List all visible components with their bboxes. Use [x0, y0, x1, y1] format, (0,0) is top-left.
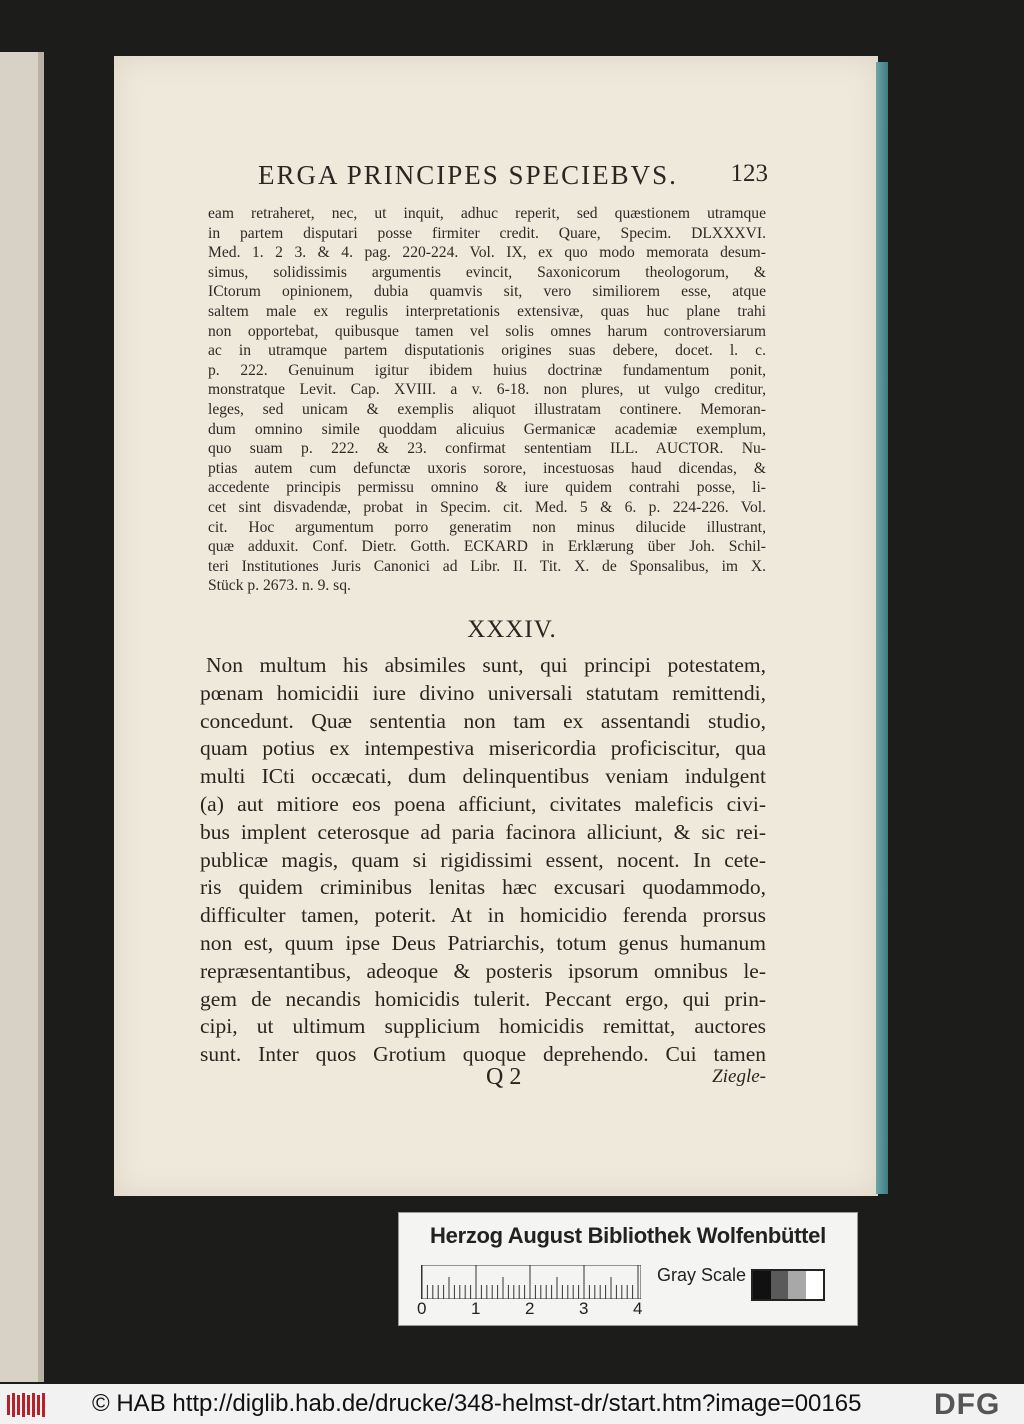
page-number: 123: [730, 160, 768, 187]
body-line: (a) aut mitiore eos poena afficiunt, civitates maleficis civi-: [200, 791, 766, 816]
body-line: sunt. Inter quos Grotium quoque deprehendo. Cui tamen: [200, 1042, 766, 1067]
gray-swatch-step: [806, 1271, 824, 1299]
body-line: non est, quum ipse Deus Patriarchis, totum genus humanum: [200, 930, 766, 955]
body-line: multi ICti occæcati, dum delinquentibus veniam indulgent: [200, 764, 766, 789]
note-line: ICtorum opinionem, dubia quamvis sit, vero similiorem esse, atque: [208, 283, 766, 301]
footnote-continuation: [208, 204, 766, 596]
note-line: ptias autem cum defunctæ uxoris sorore, incestuosas haud dicendas, &: [208, 459, 766, 477]
body-line: cipi, ut ultimum supplicium homicidis remittat, auctores: [200, 1014, 766, 1039]
body-line: gem de necandis homicidis tulerit. Peccant ergo, qui prin-: [200, 986, 766, 1011]
body-line: Non multum his absimiles sunt, qui principi potestatem,: [206, 653, 766, 677]
hab-logo-icon: [6, 1392, 46, 1418]
note-line: simus, solidissimis argumentis evincit, Saxonicorum theologorum, &: [208, 263, 766, 281]
body-line: ris quidem criminibus lenitas hæc excusari quodammodo,: [200, 875, 766, 900]
note-line: accedente principis permissu omnino & iure quidem contrahi posse, li-: [208, 479, 766, 497]
gray-swatch-step: [788, 1271, 806, 1299]
note-line: Med. 1. 2 3. & 4. pag. 220-224. Vol. IX, ex quo modo memorata desum-: [208, 244, 766, 262]
note-line: quo suam p. 222. & 23. confirmat sententiam ILL. AUCTOR. Nu-: [208, 440, 766, 458]
note-line: quæ adduxit. Conf. Dietr. Gotth. ECKARD in Erklærung über Joh. Schil-: [208, 538, 766, 556]
catchword: Ziegle-: [712, 1066, 766, 1087]
gray-swatch-step: [753, 1271, 771, 1299]
body-line: concedunt. Quæ sententia non tam ex assentandi studio,: [200, 708, 766, 733]
note-line: in partem disputari posse firmiter credit. Quare, Specim. DLXXXVI.: [208, 224, 766, 242]
ruler-number: 3: [579, 1299, 589, 1318]
ruler-number: 0: [417, 1299, 427, 1318]
body-line: bus implent ceterosque ad paria facinora alliciunt, & sic rei-: [200, 819, 766, 844]
body-line: quam potius ex intempestiva misericordia proficiscitur, qua: [200, 736, 766, 761]
dfg-logo: DFG: [934, 1388, 1001, 1421]
viewer-footer: [0, 1384, 1024, 1424]
gray-swatch-step: [771, 1271, 789, 1299]
body-line: publicæ magis, quam si rigidissimi essent, nocent. In cete-: [200, 847, 766, 872]
signature-mark: Q 2: [486, 1064, 522, 1090]
note-line: non opportebat, quibusque tamen vel solis omnes harum controversiarum: [208, 322, 766, 340]
note-line: leges, sed unicam & exemplis aliquot illustratam continere. Memoran-: [208, 400, 766, 418]
note-line: teri Institutiones Juris Canonici ad Libr. II. Tit. X. de Sponsalibus, im X.: [208, 557, 766, 575]
note-line: dum omnino simile quoddam alicuius Germanicæ academiæ exemplum,: [208, 420, 766, 438]
note-line: saltem male ex regulis interpretationis extensivæ, quas huc plane trahi: [208, 302, 766, 320]
body-text: [200, 652, 766, 1069]
ruler-number: 2: [525, 1299, 535, 1318]
body-line: repræsentantibus, adeoque & posteris ipsorum omnibus le-: [200, 958, 766, 983]
body-line: difficulter tamen, poterit. At in homicidio ferenda prorsus: [200, 903, 766, 928]
note-line: Stück p. 2673. n. 9. sq.: [208, 577, 351, 595]
gray-scale-swatch: [751, 1269, 825, 1301]
facing-page-shadow: [38, 52, 44, 1382]
note-line: p. 222. Genuinum igitur ibidem huius doctrinæ fundamentum ponit,: [208, 361, 766, 379]
running-head: ERGA PRINCIPES SPECIEBVS.: [258, 160, 678, 190]
body-line: pœnam homicidii iure divino universali statutam remittendi,: [200, 680, 766, 705]
library-name: Herzog August Bibliothek Wolfenbüttel: [430, 1223, 826, 1248]
ruler-number: 4: [633, 1299, 643, 1318]
page-footer: [200, 1064, 766, 1094]
note-line: ac in utramque partem disputationis origines suas debere, docet. l. c.: [208, 342, 766, 360]
page-header: [258, 160, 768, 194]
note-line: eam retraheret, nec, ut inquit, adhuc reperit, sed quæstionem utramque: [208, 205, 766, 222]
note-line: monstratque Levit. Cap. XVIII. a v. 6-18. non plures, ut vulgo creditur,: [208, 381, 766, 399]
ruler-number: 1: [471, 1299, 481, 1318]
gray-scale-label: Gray Scale: [657, 1265, 747, 1285]
source-url-link[interactable]: © HAB http://diglib.hab.de/drucke/348-helmst-dr/start.htm?image=00165: [92, 1390, 862, 1417]
ruler-scale: [421, 1265, 641, 1299]
note-line: cit. Hoc argumentum porro generatim non minus dilucide illustrant,: [208, 518, 766, 536]
color-scale-card: [398, 1212, 858, 1326]
section-heading: XXXIV.: [467, 616, 557, 643]
note-line: cet sint disvadendæ, probat in Specim. cit. Med. 5 & 6. p. 224-226. Vol.: [208, 498, 766, 516]
